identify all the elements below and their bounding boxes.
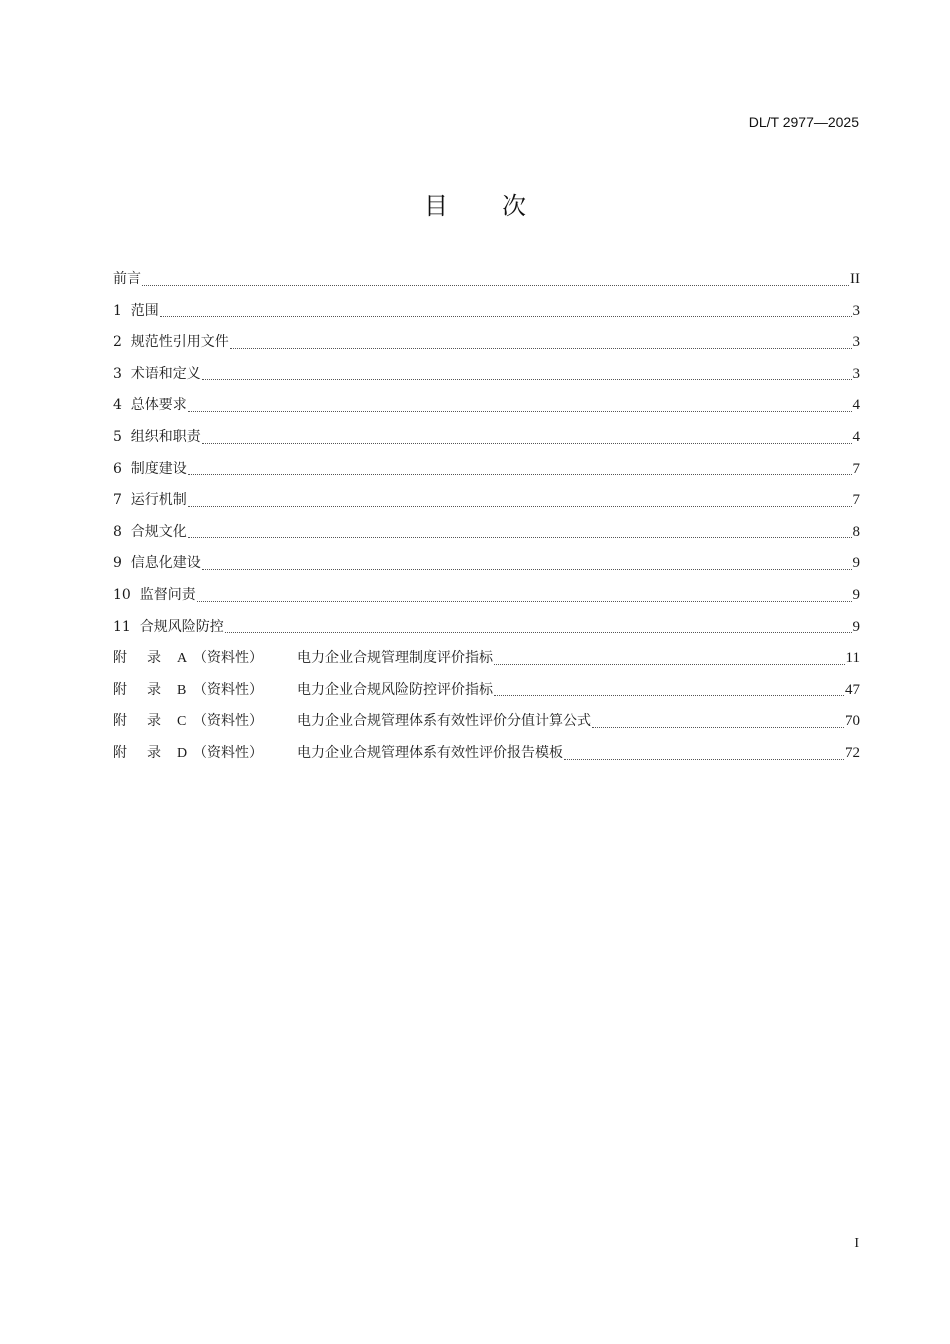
title-char-1: 目 xyxy=(424,192,448,220)
toc-label: 6 制度建设 xyxy=(113,460,187,477)
appendix-word-lu: 录 xyxy=(147,681,161,698)
toc-label: 前言 xyxy=(113,271,141,287)
appendix-type: （资料性） xyxy=(193,713,263,730)
toc-label: 3 术语和定义 xyxy=(113,365,201,382)
toc-entry-11[interactable] xyxy=(113,615,860,647)
dot-leader xyxy=(188,411,852,412)
toc-page: 3 xyxy=(852,334,860,351)
toc-entry-7[interactable] xyxy=(113,488,860,520)
page-title xyxy=(0,186,950,221)
appendix-letter: C xyxy=(177,714,187,730)
toc-entry-6[interactable] xyxy=(113,457,860,489)
dot-leader xyxy=(188,506,852,507)
appendix-type: （资料性） xyxy=(193,650,263,667)
toc-page: 72 xyxy=(845,744,860,761)
dot-leader xyxy=(188,537,852,538)
toc-page: 3 xyxy=(852,365,860,382)
toc-appendix-d[interactable] xyxy=(113,741,860,773)
dot-leader xyxy=(202,569,852,570)
appendix-letter: A xyxy=(177,651,188,667)
dot-leader xyxy=(494,664,845,665)
appendix-word-fu: 附 xyxy=(113,681,127,698)
appendix-letter: D xyxy=(177,745,188,761)
dot-leader xyxy=(202,443,852,444)
toc-label: 9 信息化建设 xyxy=(113,555,201,572)
toc-label: 8 合规文化 xyxy=(113,523,187,540)
page-number: I xyxy=(854,1236,859,1251)
appendix-letter: B xyxy=(177,682,187,698)
appendix-title: 电力企业合规管理体系有效性评价报告模板 xyxy=(297,744,563,761)
toc-page: 4 xyxy=(852,428,860,445)
toc-label xyxy=(113,646,493,671)
appendix-word-fu: 附 xyxy=(113,713,127,730)
appendix-title: 电力企业合规管理制度评价指标 xyxy=(297,650,493,667)
dot-leader xyxy=(494,695,844,696)
toc-appendix-a[interactable] xyxy=(113,646,860,678)
dot-leader xyxy=(592,727,844,728)
toc-page: 47 xyxy=(845,681,860,698)
appendix-word-fu: 附 xyxy=(113,744,127,761)
appendix-type: （资料性） xyxy=(193,744,263,761)
dot-leader xyxy=(197,601,852,602)
toc-label: 4 总体要求 xyxy=(113,397,187,414)
toc-label: 11 合规风险防控 xyxy=(113,618,224,635)
toc-entry-2[interactable] xyxy=(113,330,860,362)
toc-appendix-c[interactable] xyxy=(113,709,860,741)
toc-label xyxy=(113,709,591,734)
toc-page: 11 xyxy=(845,650,860,667)
appendix-title: 电力企业合规风险防控评价指标 xyxy=(297,681,493,698)
appendix-word-lu: 录 xyxy=(147,713,161,730)
dot-leader xyxy=(160,316,852,317)
toc-entry-4[interactable] xyxy=(113,393,860,425)
toc-entry-10[interactable] xyxy=(113,583,860,615)
toc-page: 70 xyxy=(845,713,860,730)
appendix-title: 电力企业合规管理体系有效性评价分值计算公式 xyxy=(297,713,591,730)
toc-label: 1 范围 xyxy=(113,302,159,319)
toc-page: 3 xyxy=(852,302,860,319)
appendix-word-lu: 录 xyxy=(147,650,161,667)
toc-label: 2 规范性引用文件 xyxy=(113,334,229,351)
toc-label: 10 监督问责 xyxy=(113,586,196,603)
title-char-2: 次 xyxy=(502,192,526,220)
toc-entry-8[interactable] xyxy=(113,520,860,552)
dot-leader xyxy=(202,379,852,380)
toc-entry-5[interactable] xyxy=(113,425,860,457)
toc-entry-3[interactable] xyxy=(113,362,860,394)
appendix-word-lu: 录 xyxy=(147,744,161,761)
dot-leader xyxy=(188,474,852,475)
toc-page: 4 xyxy=(852,397,860,414)
dot-leader xyxy=(142,285,849,286)
toc-entry-foreword[interactable] xyxy=(113,267,860,299)
toc-label: 5 组织和职责 xyxy=(113,428,201,445)
toc-label xyxy=(113,678,493,703)
appendix-word-fu: 附 xyxy=(113,650,127,667)
dot-leader xyxy=(564,759,844,760)
toc-label xyxy=(113,741,563,766)
toc-entry-9[interactable] xyxy=(113,551,860,583)
toc-page: 7 xyxy=(852,492,860,509)
dot-leader xyxy=(230,348,852,349)
toc-entry-1[interactable] xyxy=(113,299,860,331)
toc-page: 9 xyxy=(852,586,860,603)
toc-appendix-b[interactable] xyxy=(113,678,860,710)
appendix-type: （资料性） xyxy=(193,681,263,698)
toc-page: 7 xyxy=(852,460,860,477)
document-id: DL/T 2977—2025 xyxy=(748,114,859,130)
toc-page: 9 xyxy=(852,618,860,635)
dot-leader xyxy=(225,632,852,633)
table-of-contents xyxy=(113,267,860,773)
toc-page: 9 xyxy=(852,555,860,572)
toc-page: 8 xyxy=(852,523,860,540)
toc-page: II xyxy=(850,271,860,287)
toc-label: 7 运行机制 xyxy=(113,492,187,509)
